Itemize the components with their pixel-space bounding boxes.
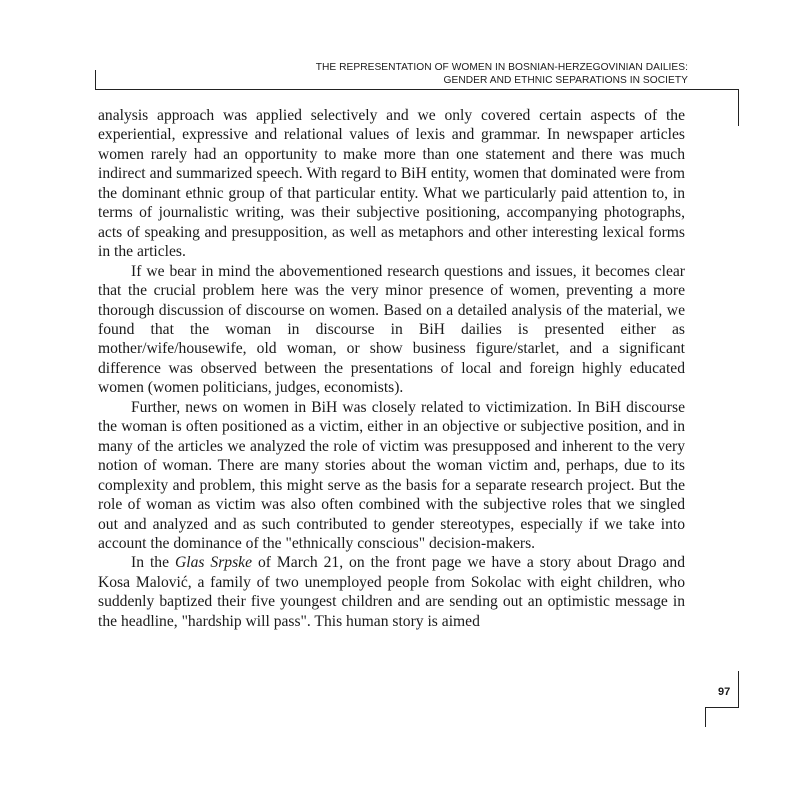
page-number-rule-horizontal [705,707,739,708]
page-number: 97 [718,686,731,698]
paragraph-4-after: of March 21, on the front page we have a story about Drago and Kosa Malović, a family of two unemployed people from Sokolac with eight children, who suddenly baptized their five youngest children and are sending out an optimistic message in the headline, "hardship will pass". This human story is aimed [98,554,685,630]
paragraph-4 [98,553,685,631]
paragraph-4-before: In the [131,554,175,572]
page-number-rule-vertical [738,671,739,708]
header-rule [95,89,739,90]
running-header-line-1: THE REPRESENTATION OF WOMEN IN BOSNIAN-HERZEGOVINIAN DAILIES: [315,62,688,73]
running-header-line-2: GENDER AND ETHNIC SEPARATIONS IN SOCIETY [443,75,688,86]
paragraph-2: If we bear in mind the abovementioned research questions and issues, it becomes clear that the crucial problem here was the very minor presence of women, preventing a more thorough discussion of discourse on women. Based on a detailed analysis of the material, we found that the woman in discourse in BiH dailies is presented either as mother/wife/housewife, old woman, or show business figure/starlet, and a significant difference was observed between the presentations of local and foreign highly educated women (women politicians, judges, economists). [98,262,685,397]
running-header [168,61,688,87]
header-rule-right [738,89,739,126]
page-number-rule-tail [705,707,706,727]
paragraph-1: analysis approach was applied selectively and we only covered certain aspects of the experiential, expressive and relational values of lexis and grammar. In newspaper articles women rarely had an opportunity to make more than one statement and there was much indirect and summarized speech. With regard to BiH entity, women that dominated were from the dominant ethnic group of that particular entity. What we particularly paid attention to, in terms of journalistic writing, was their subjective positioning, accompanying photographs, acts of speaking and presupposition, as well as metaphors and other interesting lexical forms in the articles. [98,107,685,261]
newspaper-title: Glas Srpske [174,554,252,572]
paragraph-3: Further, news on women in BiH was closely related to victimization. In BiH discourse the woman is often positioned as a victim, either in an objective or subjective position, and in many of the articles we analyzed the role of victim was presupposed and inherent to the very notion of woman. There are many stories about the woman victim and, perhaps, due to its complexity and problem, this might serve as the basis for a separate research project. But the role of woman as victim was also often combined with the subjective roles that we singled out and analyzed and as such contributed to gender stereotypes, especially if we take into account the dominance of the "ethnically conscious" decision-makers. [98,398,685,552]
body-text [98,106,685,631]
header-rule-left [95,70,96,90]
